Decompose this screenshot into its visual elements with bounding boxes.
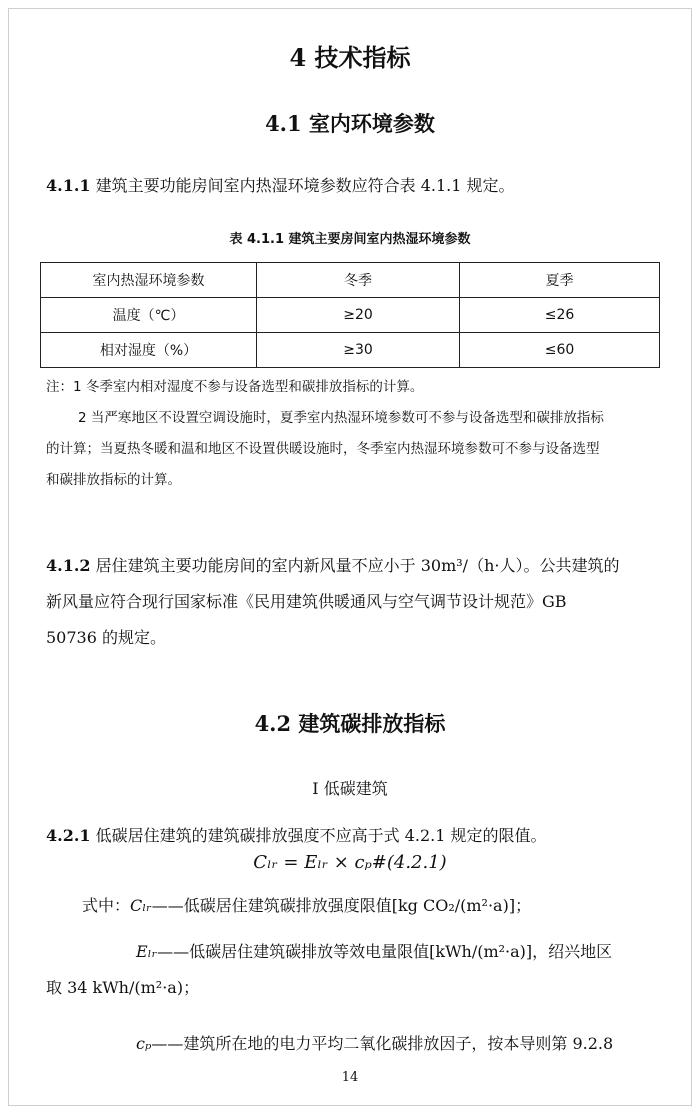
definition-e-text: ——低碳居住建筑碳排放等效电量限值[kWh/(m²·a)]，绍兴地区 xyxy=(157,942,613,961)
definition-e xyxy=(136,934,666,970)
note-2-line-1: 2 当严寒地区不设置空调设施时，夏季室内热湿环境参数可不参与设备选型和碳排放指标 xyxy=(78,410,604,426)
table-row xyxy=(41,298,660,333)
symbol-e: Eₗᵣ xyxy=(136,942,158,961)
clause-text-line-3: 50736 的规定。 xyxy=(46,628,166,647)
section-4-2-title: 4.2 建筑碳排放指标 xyxy=(254,711,446,736)
table-notes xyxy=(46,372,666,496)
symbol-c: Cₗᵣ xyxy=(130,896,152,915)
table-header-cell: 冬季 xyxy=(257,263,460,298)
clause-text-line-2: 新风量应符合现行国家标准《民用建筑供暖通风与空气调节设计规范》GB xyxy=(46,592,567,611)
section-4-1-title: 4.1 室内环境参数 xyxy=(265,111,435,136)
table-cell: 温度（℃） xyxy=(41,298,257,333)
subsection-heading: I 低碳建筑 xyxy=(312,779,388,798)
table-header-row xyxy=(41,263,660,298)
note-1: 注：1 冬季室内相对湿度不参与设备选型和碳排放指标的计算。 xyxy=(46,379,424,395)
clause-4-1-2 xyxy=(46,548,658,656)
note-2-line-3: 和碳排放指标的计算。 xyxy=(46,472,181,488)
clause-number: 4.2.1 xyxy=(46,826,91,845)
clause-number: 4.1.2 xyxy=(46,556,91,575)
chapter-title: 4 技术指标 xyxy=(289,43,411,72)
definition-cp xyxy=(136,1026,666,1062)
environment-table xyxy=(40,262,660,368)
table-header-cell: 室内热湿环境参数 xyxy=(41,263,257,298)
clause-text-line-1: 居住建筑主要功能房间的室内新风量不应小于 30m³/（h·人）。公共建筑的 xyxy=(95,556,620,575)
clause-text: 建筑主要功能房间室内热湿环境参数应符合表 4.1.1 规定。 xyxy=(95,176,515,195)
page-number: 14 xyxy=(341,1070,359,1085)
formula-4-2-1: Cₗᵣ = Eₗᵣ × cₚ#(4.2.1) xyxy=(253,852,447,873)
definition-c xyxy=(82,888,672,924)
table-header-cell: 夏季 xyxy=(460,263,660,298)
definition-e-continued: 取 34 kWh/(m²·a)； xyxy=(46,978,200,997)
table-cell: 相对湿度（%） xyxy=(41,333,257,368)
table-cell: ≤26 xyxy=(460,298,660,333)
definition-cp-text: ——建筑所在地的电力平均二氧化碳排放因子，按本导则第 9.2.8 xyxy=(151,1034,614,1053)
table-row xyxy=(41,333,660,368)
note-2-line-2: 的计算；当夏热冬暖和温和地区不设置供暖设施时，冬季室内热湿环境参数可不参与设备选型 xyxy=(46,441,600,457)
clause-4-2-1 xyxy=(46,818,658,854)
table-cell: ≥30 xyxy=(257,333,460,368)
definition-c-text: ——低碳居住建筑碳排放强度限值[kg CO₂/(m²·a)]； xyxy=(151,896,532,915)
table-cell: ≤60 xyxy=(460,333,660,368)
where-label: 式中： xyxy=(82,896,131,915)
table-caption: 表 4.1.1 建筑主要房间室内热湿环境参数 xyxy=(229,232,471,247)
clause-text: 低碳居住建筑的建筑碳排放强度不应高于式 4.2.1 规定的限值。 xyxy=(95,826,547,845)
symbol-cp: cₚ xyxy=(136,1034,152,1053)
clause-number: 4.1.1 xyxy=(46,176,91,195)
clause-4-1-1 xyxy=(46,168,658,204)
table-cell: ≥20 xyxy=(257,298,460,333)
